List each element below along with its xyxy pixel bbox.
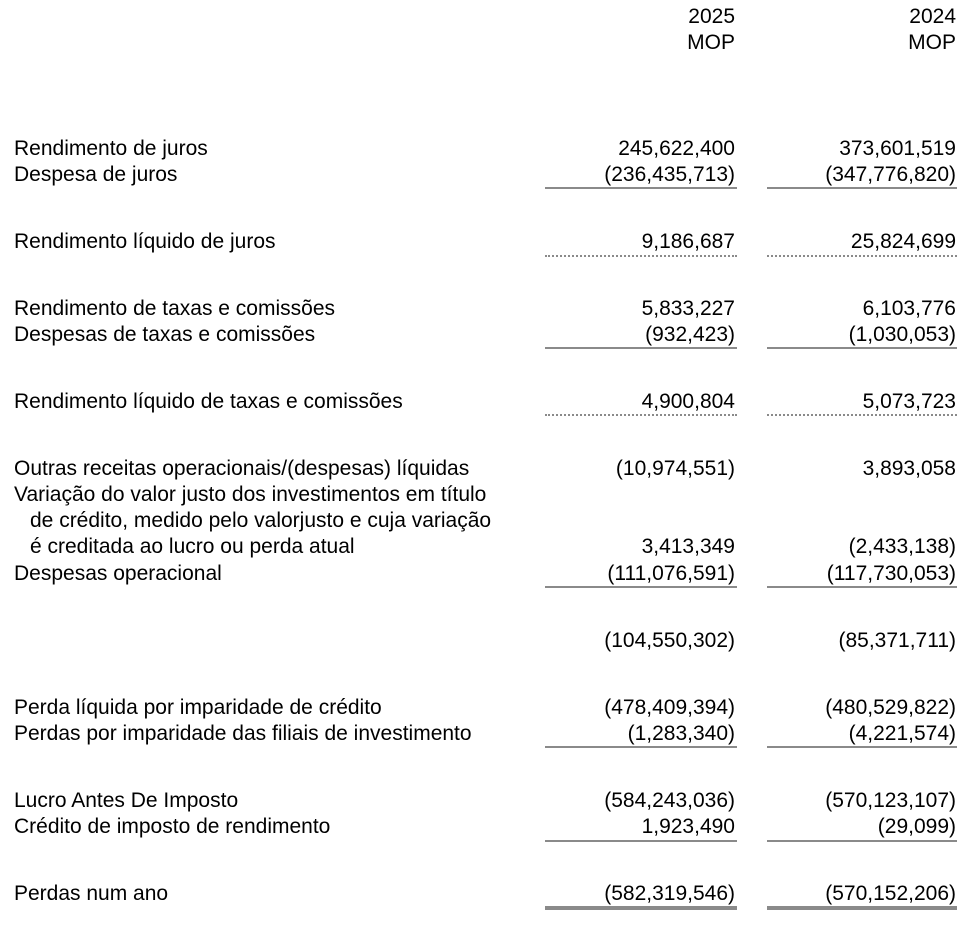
row-label: Rendimento de juros [14, 137, 208, 160]
value-2024: (347,776,820) [825, 163, 956, 186]
value-2025: 4,900,804 [641, 390, 735, 413]
underline [767, 586, 957, 588]
total-double-underline [767, 906, 957, 910]
subtotal-underline [545, 414, 737, 416]
value-2024: (480,529,822) [825, 696, 956, 719]
value-2025: (236,435,713) [604, 163, 735, 186]
value-2025: (1,283,340) [627, 722, 735, 745]
year-2024: 2024 [909, 5, 956, 28]
value-2025: (10,974,551) [615, 457, 735, 480]
year-2025: 2025 [688, 5, 735, 28]
value-2025: 9,186,687 [641, 230, 735, 253]
row-label: Rendimento líquido de juros [14, 230, 276, 253]
value-2024: (570,152,206) [825, 882, 956, 905]
row-label: Outras receitas operacionais/(despesas) líquidas [14, 457, 470, 480]
value-2025: (932,423) [645, 323, 735, 346]
value-2024: (1,030,053) [848, 323, 956, 346]
row-label: Perdas num ano [14, 882, 169, 905]
total-double-underline [545, 906, 737, 910]
underline [545, 347, 737, 349]
value-2025: 3,413,349 [641, 535, 735, 558]
value-2025: (478,409,394) [604, 696, 735, 719]
row-label: Despesas de taxas e comissões [14, 323, 316, 346]
value-2025: 1,923,490 [641, 815, 735, 838]
underline [545, 746, 737, 748]
value-2025: 5,833,227 [641, 297, 735, 320]
value-2025: 245,622,400 [618, 137, 735, 160]
value-2024: 5,073,723 [862, 390, 956, 413]
value-2024: 25,824,699 [850, 230, 956, 253]
underline [767, 187, 957, 189]
row-label: Variação do valor justo dos investimentos em título [14, 483, 487, 506]
row-label: Rendimento de taxas e comissões [14, 297, 335, 320]
row-label: Despesas operacional [14, 562, 222, 585]
value-2024: (570,123,107) [825, 789, 956, 812]
row-label: Despesa de juros [14, 163, 178, 186]
value-2025: (104,550,302) [604, 629, 735, 652]
row-label: Crédito de imposto de rendimento [14, 815, 331, 838]
subtotal-underline [767, 414, 957, 416]
underline [545, 187, 737, 189]
currency-2025: MOP [687, 31, 735, 54]
underline [767, 746, 957, 748]
value-2024: 373,601,519 [839, 137, 956, 160]
value-2024: (4,221,574) [848, 722, 956, 745]
value-2024: (29,099) [877, 815, 956, 838]
value-2024: (85,371,711) [838, 629, 956, 652]
currency-2024: MOP [908, 31, 956, 54]
row-label-continued: de crédito, medido pelo valorjusto e cuja variação [30, 509, 492, 532]
row-label: Rendimento líquido de taxas e comissões [14, 390, 403, 413]
underline [545, 840, 737, 842]
value-2025: (584,243,036) [604, 789, 735, 812]
value-2025: (582,319,546) [604, 882, 735, 905]
value-2024: 6,103,776 [862, 297, 956, 320]
row-label-continued: é creditada ao lucro ou perda atual [30, 535, 355, 558]
value-2024: 3,893,058 [862, 457, 956, 480]
value-2024: (117,730,053) [826, 562, 956, 585]
value-2025: (111,076,591) [607, 562, 735, 585]
underline [545, 586, 737, 588]
value-2024: (2,433,138) [848, 535, 956, 558]
row-label: Perdas por imparidade das filiais de investimento [14, 722, 472, 745]
row-label: Perda líquida por imparidade de crédito [14, 696, 382, 719]
underline [767, 840, 957, 842]
row-label: Lucro Antes De Imposto [14, 789, 239, 812]
underline [767, 347, 957, 349]
subtotal-underline [545, 255, 737, 257]
subtotal-underline [767, 255, 957, 257]
